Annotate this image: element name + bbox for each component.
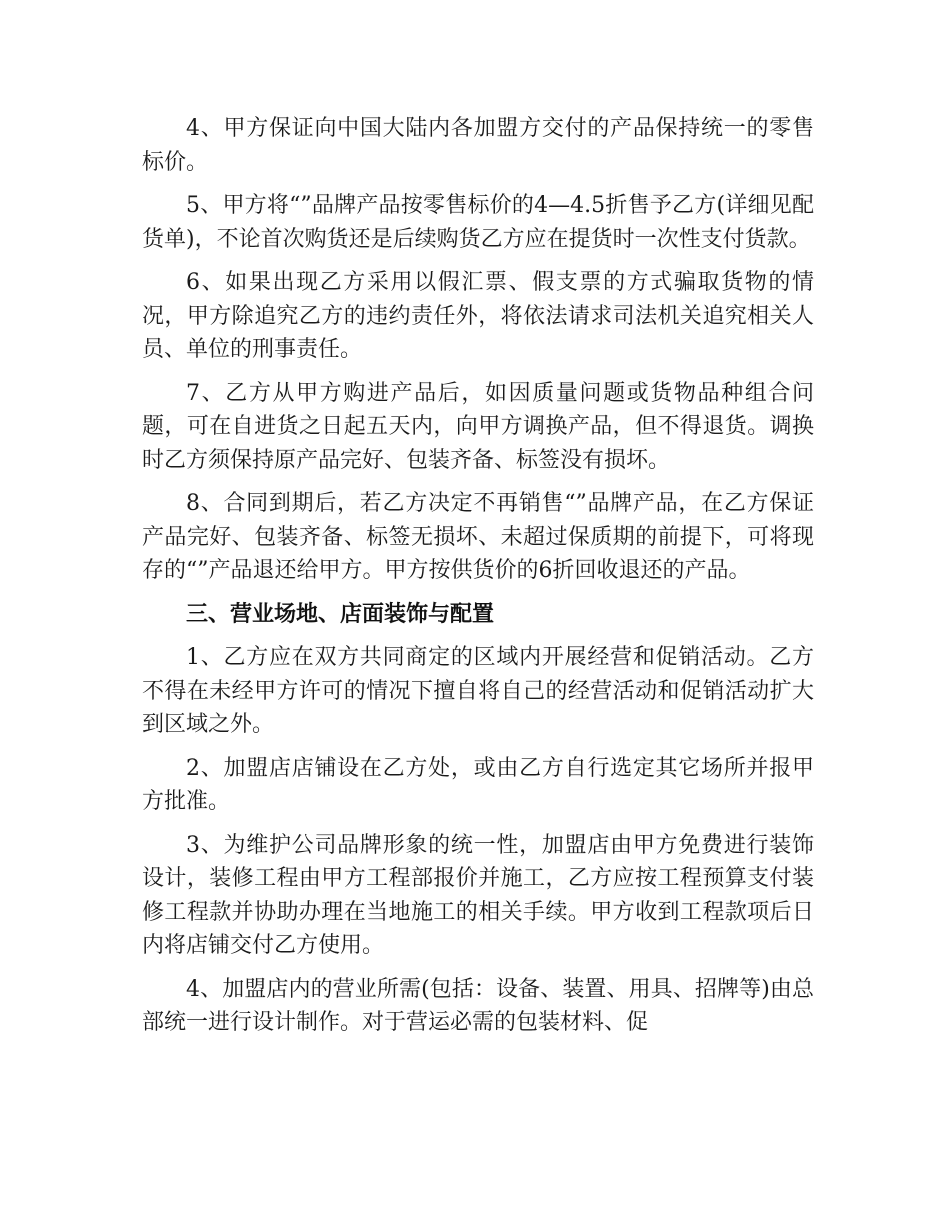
document-page [142, 112, 814, 1050]
clause-4-uniform-retail-price: 4、甲方保证向中国大陆内各加盟方交付的产品保持统一的零售标价。 [142, 116, 814, 175]
section3-clause-3-decoration: 3、为维护公司品牌形象的统一性，加盟店由甲方免费进行装饰设计，装修工程由甲方工程部报价并施工，乙方应按工程预算支付装修工程款并协助办理在当地施工的相关手续。甲方收到工程款项后日内将店铺交付乙方使用。 [142, 832, 814, 958]
clause-8-return-on-expiry: 8、合同到期后，若乙方决定不再销售“”品牌产品，在乙方保证产品完好、包装齐备、标签无损坏、未超过保质期的前提下，可将现存的“”产品退还给甲方。甲方按供货价的6折回收退还的产品。 [142, 491, 814, 583]
section3-clause-2-location: 2、加盟店店铺设在乙方处，或由乙方自行选定其它场所并报甲方批准。 [142, 755, 814, 814]
section3-clause-4-equipment: 4、加盟店内的营业所需(包括：设备、装置、用具、招牌等)由总部统一进行设计制作。对于营运必需的包装材料、促 [142, 976, 814, 1035]
section3-clause-1-area: 1、乙方应在双方共同商定的区域内开展经营和促销活动。乙方不得在未经甲方许可的情况下擅自将自己的经营活动和促销活动扩大到区域之外。 [142, 645, 814, 737]
section-heading-premises: 三、营业场地、店面装饰与配置 [186, 601, 495, 627]
clause-5-discount-and-payment: 5、甲方将“”品牌产品按零售标价的4—4.5折售予乙方(详细见配货单)，不论首次购货还是后续购货乙方应在提货时一次性支付货款。 [142, 193, 814, 252]
clause-7-exchange-policy: 7、乙方从甲方购进产品后，如因质量问题或货物品种组合问题，可在自进货之日起五天内，向甲方调换产品，但不得退货。调换时乙方须保持原产品完好、包装齐备、标签没有损坏。 [142, 380, 814, 473]
clause-6-fraud-liability: 6、如果出现乙方采用以假汇票、假支票的方式骗取货物的情况，甲方除追究乙方的违约责任外，将依法请求司法机关追究相关人员、单位的刑事责任。 [142, 270, 814, 362]
